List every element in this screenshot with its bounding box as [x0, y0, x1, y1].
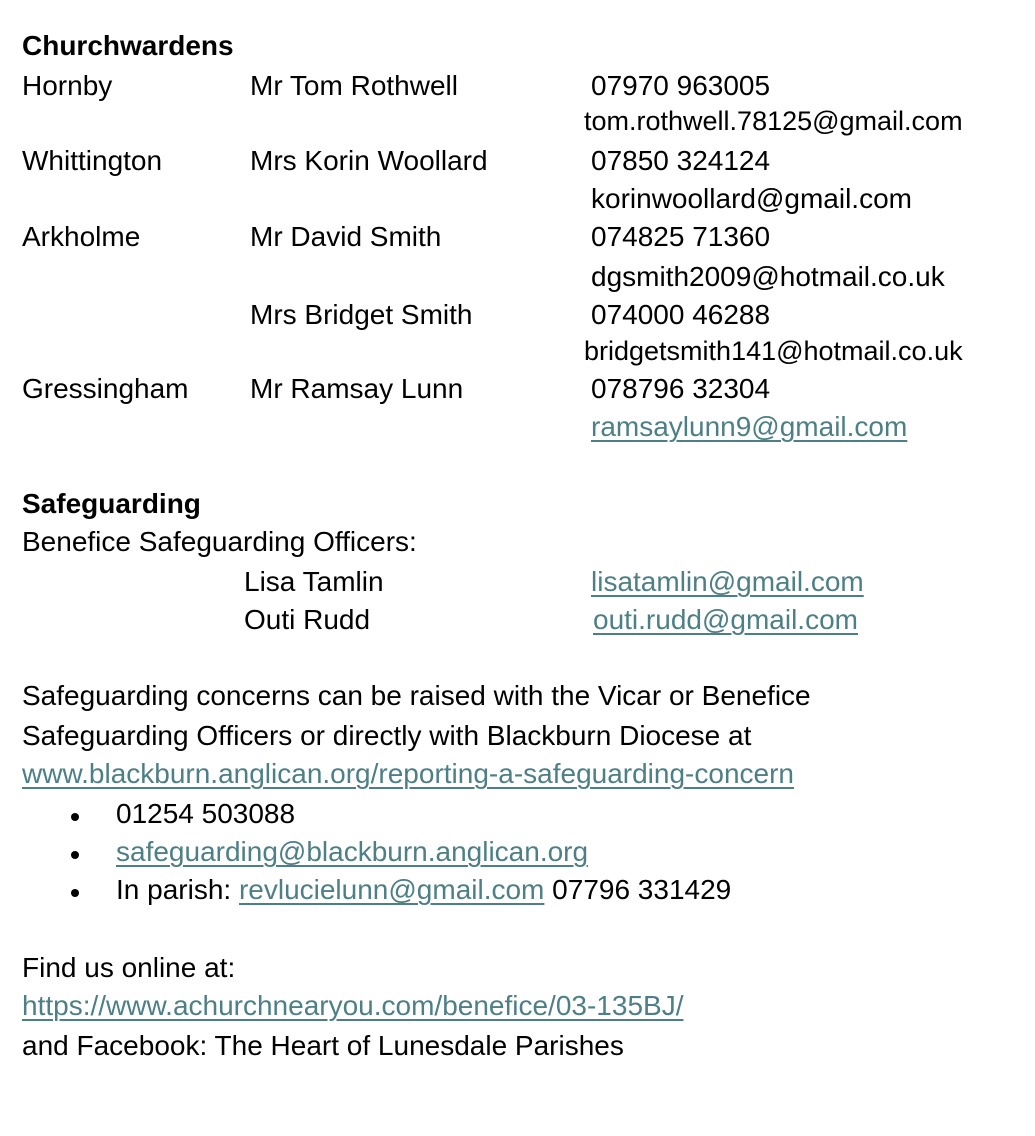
- churchwarden-email-link[interactable]: ramsaylunn9@gmail.com: [591, 411, 908, 442]
- parish-hornby: Hornby: [22, 70, 113, 101]
- safeguarding-heading: Safeguarding: [22, 488, 201, 519]
- parish-gressingham: Gressingham: [22, 373, 189, 404]
- churchwarden-email: tom.rothwell.78125@gmail.com: [584, 106, 963, 136]
- facebook-text: and Facebook: The Heart of Lunesdale Parishes: [22, 1030, 624, 1061]
- churchwarden-name: Mr Ramsay Lunn: [250, 373, 464, 404]
- safeguarding-concerns-text: Safeguarding concerns can be raised with the Vicar or Benefice: [22, 680, 811, 711]
- churchwarden-phone: 07970 963005: [591, 70, 771, 101]
- find-us-online-label: Find us online at:: [22, 952, 236, 983]
- bullet-icon: [71, 889, 79, 897]
- churchwarden-phone: 074000 46288: [591, 299, 771, 330]
- safeguarding-officer-email-link[interactable]: outi.rudd@gmail.com: [593, 604, 858, 635]
- parish-contact-label: In parish:: [116, 874, 239, 905]
- safeguarding-officer-name: Outi Rudd: [244, 604, 371, 635]
- churchwarden-name: Mrs Korin Woollard: [250, 145, 488, 176]
- parish-phone: 07796 331429: [544, 874, 732, 905]
- parish-whittington: Whittington: [22, 145, 163, 176]
- achurchnearyou-link[interactable]: https://www.achurchnearyou.com/benefice/03-135BJ/: [22, 990, 684, 1021]
- churchwarden-name: Mr David Smith: [250, 221, 442, 252]
- parish-arkholme: Arkholme: [22, 221, 141, 252]
- churchwarden-email: korinwoollard@gmail.com: [591, 183, 912, 214]
- churchwarden-name: Mr Tom Rothwell: [250, 70, 458, 101]
- churchwarden-name: Mrs Bridget Smith: [250, 299, 473, 330]
- bullet-icon: [71, 851, 79, 859]
- bullet-icon: [71, 813, 79, 821]
- diocese-email-link[interactable]: safeguarding@blackburn.anglican.org: [116, 836, 589, 867]
- safeguarding-concerns-text: Safeguarding Officers or directly with Blackburn Diocese at: [22, 720, 752, 751]
- safeguarding-officers-label: Benefice Safeguarding Officers:: [22, 526, 417, 557]
- diocese-safeguarding-link[interactable]: www.blackburn.anglican.org/reporting-a-safeguarding-concern: [22, 758, 794, 789]
- churchwardens-heading: Churchwardens: [22, 30, 234, 61]
- diocese-phone: 01254 503088: [116, 798, 296, 829]
- parish-contact-line: [116, 876, 731, 904]
- safeguarding-officer-email-link[interactable]: lisatamlin@gmail.com: [591, 566, 864, 597]
- churchwarden-email: dgsmith2009@hotmail.co.uk: [591, 261, 945, 292]
- parish-email-link[interactable]: revlucielunn@gmail.com: [238, 874, 545, 905]
- churchwarden-phone: 074825 71360: [591, 221, 771, 252]
- churchwarden-phone: 078796 32304: [591, 373, 771, 404]
- churchwarden-email: bridgetsmith141@hotmail.co.uk: [584, 336, 963, 366]
- safeguarding-officer-name: Lisa Tamlin: [244, 566, 384, 597]
- churchwarden-phone: 07850 324124: [591, 145, 771, 176]
